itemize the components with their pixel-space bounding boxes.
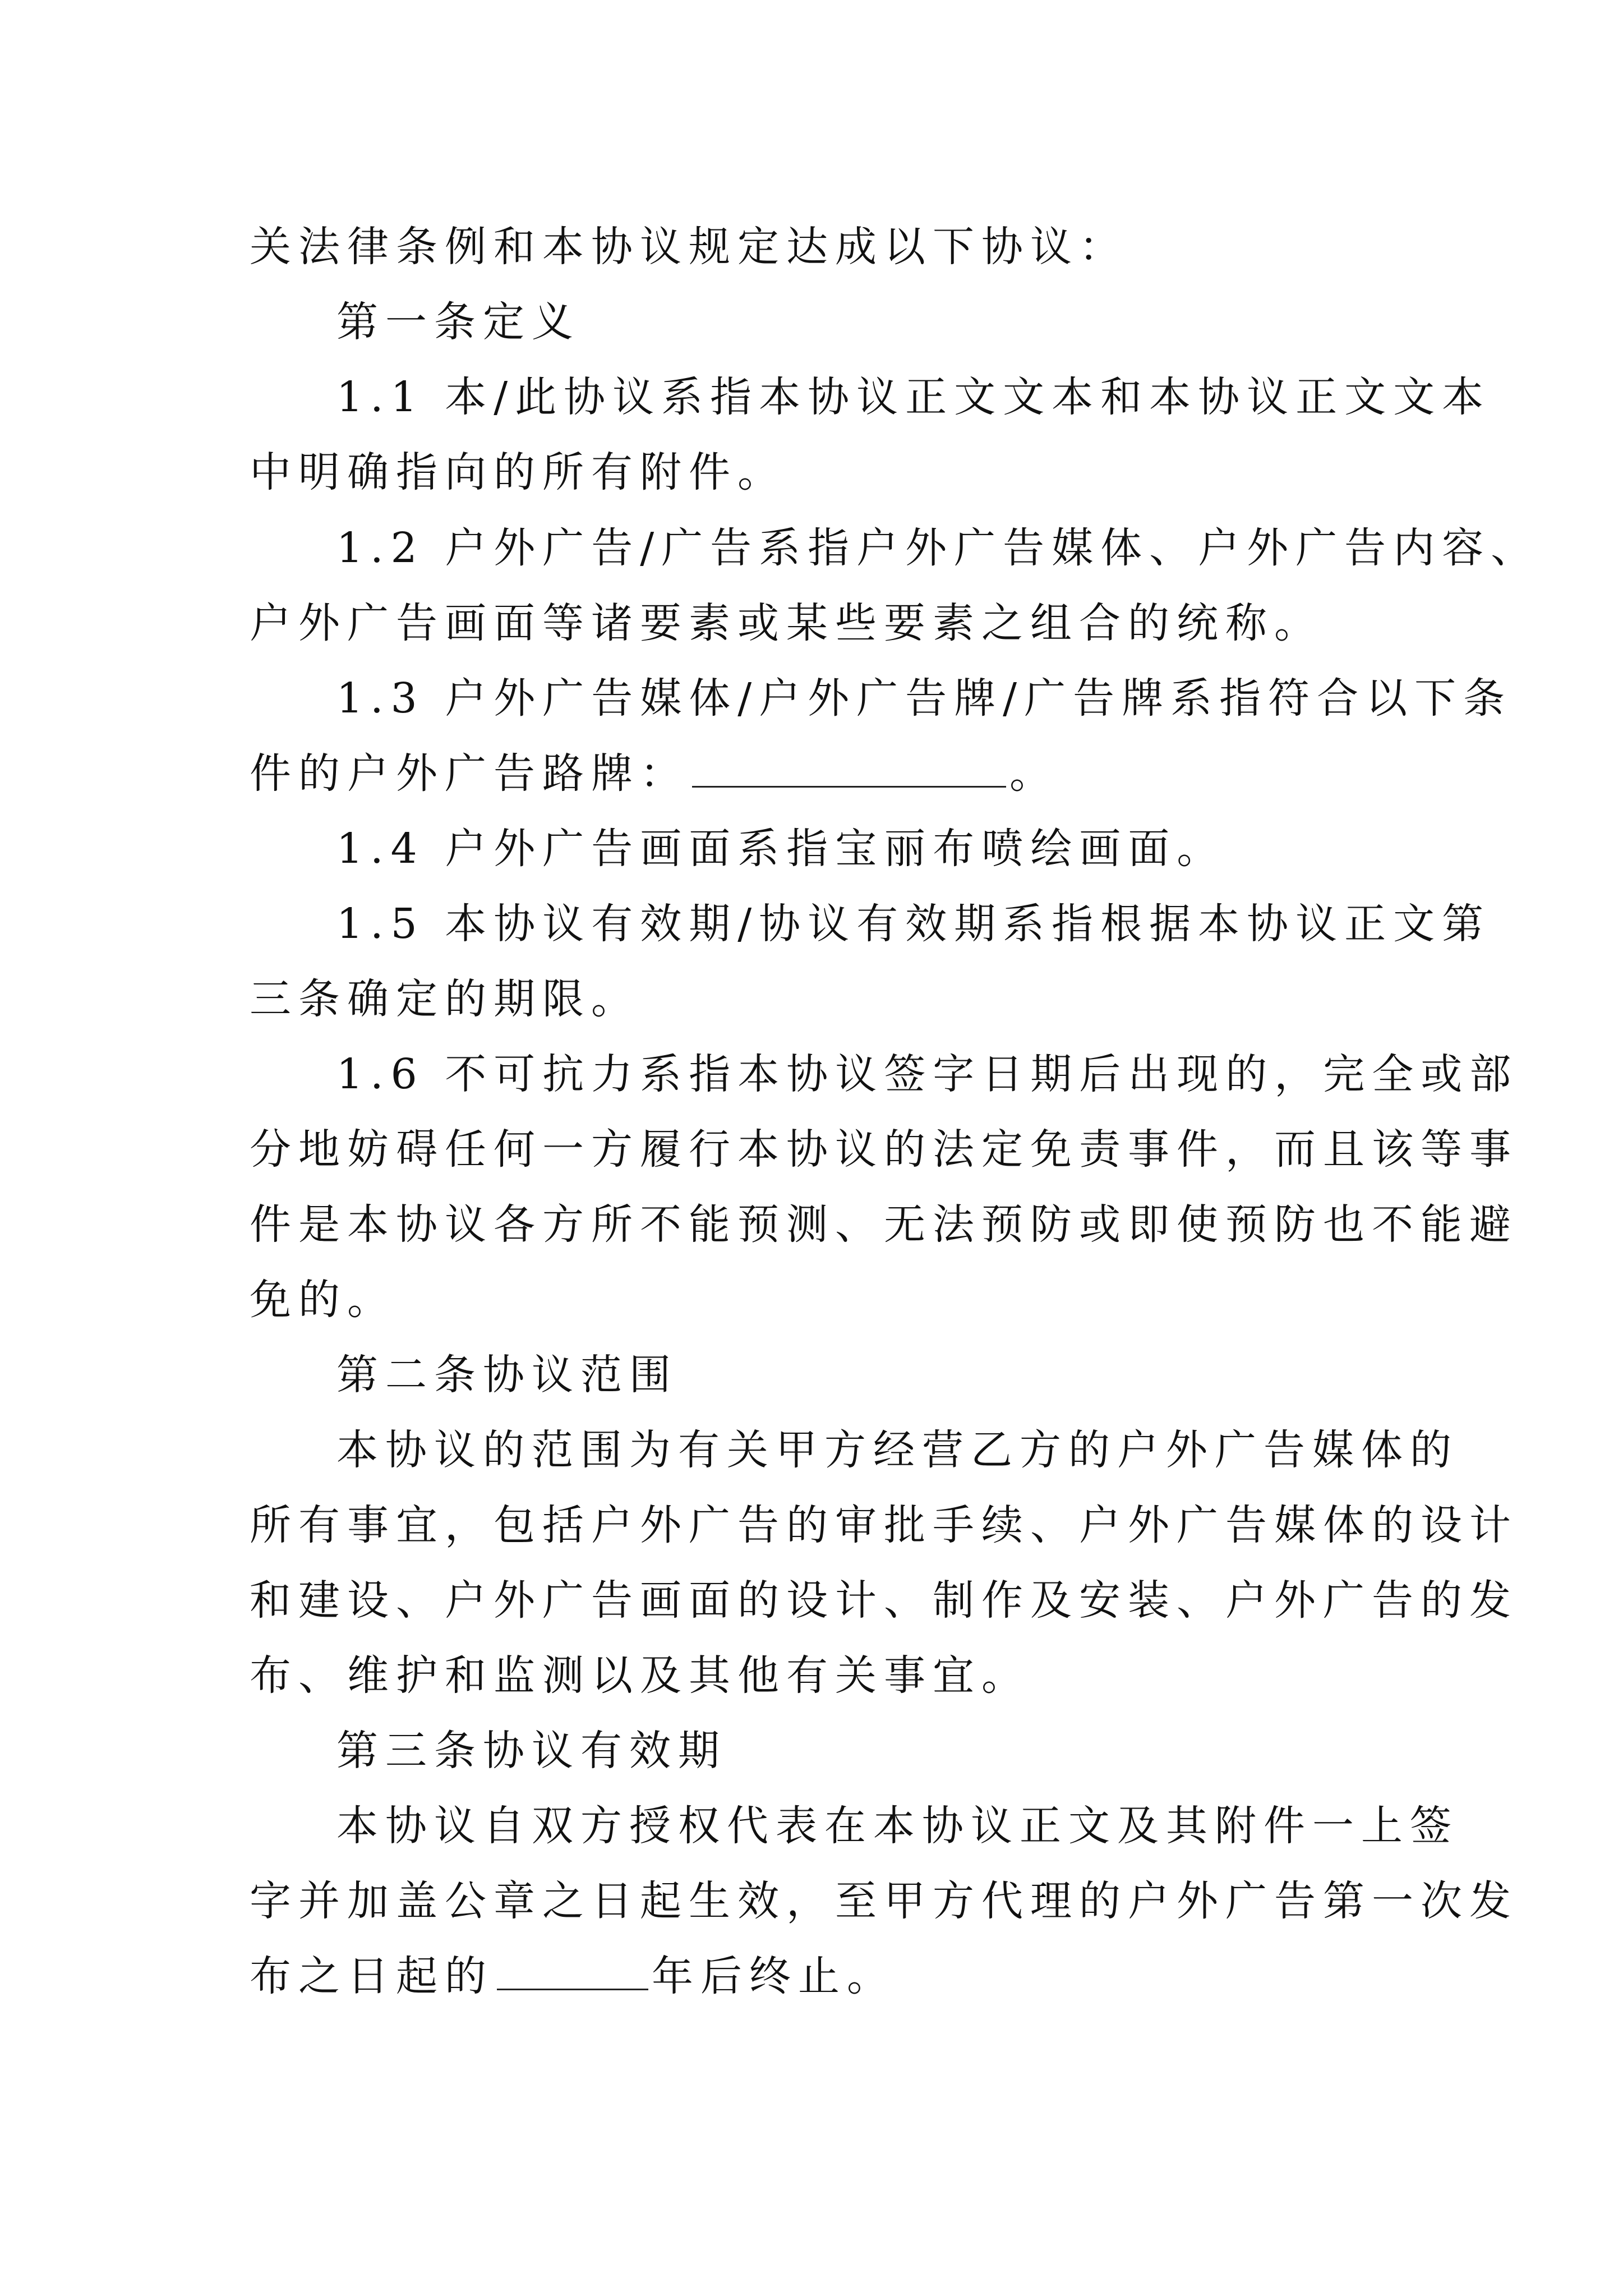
text-line: 字并加盖公章之日起生效，至甲方代理的户外广告第一次发: [250, 1877, 1518, 1925]
text-line: 1.5 本协议有效期/协议有效期系指根据本协议正文第: [336, 900, 1491, 948]
fill-in-blank[interactable]: [692, 780, 1006, 788]
text-line: 免的。: [250, 1276, 396, 1324]
text-line: 1.4 户外广告画面系指宝丽布喷绘画面。: [336, 825, 1226, 873]
text-line: 件是本协议各方所不能预测、无法预防或即使预防也不能避: [250, 1200, 1518, 1249]
text-line: 本协议自双方授权代表在本协议正文及其附件一上签: [336, 1802, 1459, 1850]
text-line-with-blank: [250, 1949, 1388, 2003]
text-line: 和建设、户外广告画面的设计、制作及安装、户外广告的发: [250, 1576, 1518, 1625]
text-line: 1.6 不可抗力系指本协议签字日期后出现的，完全或部: [336, 1050, 1519, 1098]
blank-suffix: 年后终止。: [652, 1952, 896, 2000]
text-line-with-blank: [250, 747, 1388, 800]
blank-prefix: 布之日起的: [250, 1952, 494, 2000]
section-heading-definitions: 第一条定义: [336, 298, 580, 346]
text-line: 三条确定的期限。: [250, 975, 640, 1023]
fill-in-blank[interactable]: [497, 1983, 648, 1990]
section-heading-scope: 第二条协议范围: [336, 1351, 678, 1399]
text-line: 分地妨碍任何一方履行本协议的法定免责事件，而且该等事: [250, 1125, 1518, 1174]
text-line: 所有事宜，包括户外广告的审批手续、户外广告媒体的设计: [250, 1501, 1518, 1549]
text-line: 户外广告画面等诸要素或某些要素之组合的统称。: [250, 599, 1323, 647]
text-line: 本协议的范围为有关甲方经营乙方的户外广告媒体的: [336, 1426, 1459, 1474]
section-heading-term: 第三条协议有效期: [336, 1727, 727, 1775]
blank-suffix: 。: [1009, 749, 1058, 798]
blank-prefix: 件的户外广告路牌：: [250, 749, 689, 798]
text-line: 1.1 本/此协议系指本协议正文文本和本协议正文文本: [336, 373, 1491, 421]
text-line: 中明确指向的所有附件。: [250, 448, 786, 496]
text-line: 布、维护和监测以及其他有关事宜。: [250, 1651, 1030, 1700]
text-line: 1.2 户外广告/广告系指户外广告媒体、户外广告内容、: [336, 524, 1540, 572]
text-line: 1.3 户外广告媒体/户外广告牌/广告牌系指符合以下条: [336, 674, 1513, 723]
text-line: 关法律条例和本协议规定达成以下协议：: [250, 223, 1128, 271]
